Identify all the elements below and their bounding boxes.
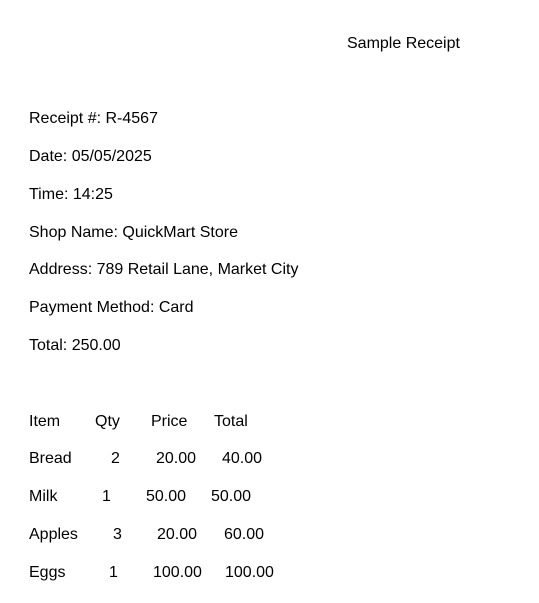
row-qty: 3 — [113, 526, 122, 543]
row-qty: 1 — [109, 564, 118, 581]
shop-address: Address: 789 Retail Lane, Market City — [29, 261, 299, 278]
receipt-total: Total: 250.00 — [29, 337, 121, 354]
row-total: 50.00 — [211, 488, 252, 505]
row-qty: 2 — [111, 450, 120, 467]
header-price: Price — [151, 413, 188, 430]
header-total: Total — [214, 413, 248, 430]
receipt-number: Receipt #: R-4567 — [29, 110, 158, 127]
receipt-time: Time: 14:25 — [29, 186, 113, 203]
header-item: Item — [29, 413, 61, 430]
row-item: Milk — [29, 488, 58, 505]
row-item: Bread — [29, 450, 72, 467]
row-item: Apples — [29, 526, 78, 543]
header-qty: Qty — [95, 413, 120, 430]
row-total: 40.00 — [222, 450, 263, 467]
row-price: 20.00 — [156, 450, 197, 467]
row-price: 20.00 — [157, 526, 198, 543]
row-price: 50.00 — [146, 488, 187, 505]
shop-name: Shop Name: QuickMart Store — [29, 224, 238, 241]
payment-method: Payment Method: Card — [29, 299, 194, 316]
row-total: 100.00 — [225, 564, 274, 581]
row-item: Eggs — [29, 564, 66, 581]
row-price: 100.00 — [153, 564, 202, 581]
row-total: 60.00 — [224, 526, 265, 543]
receipt-date: Date: 05/05/2025 — [29, 148, 152, 165]
row-qty: 1 — [102, 488, 111, 505]
receipt-title: Sample Receipt — [347, 35, 460, 52]
